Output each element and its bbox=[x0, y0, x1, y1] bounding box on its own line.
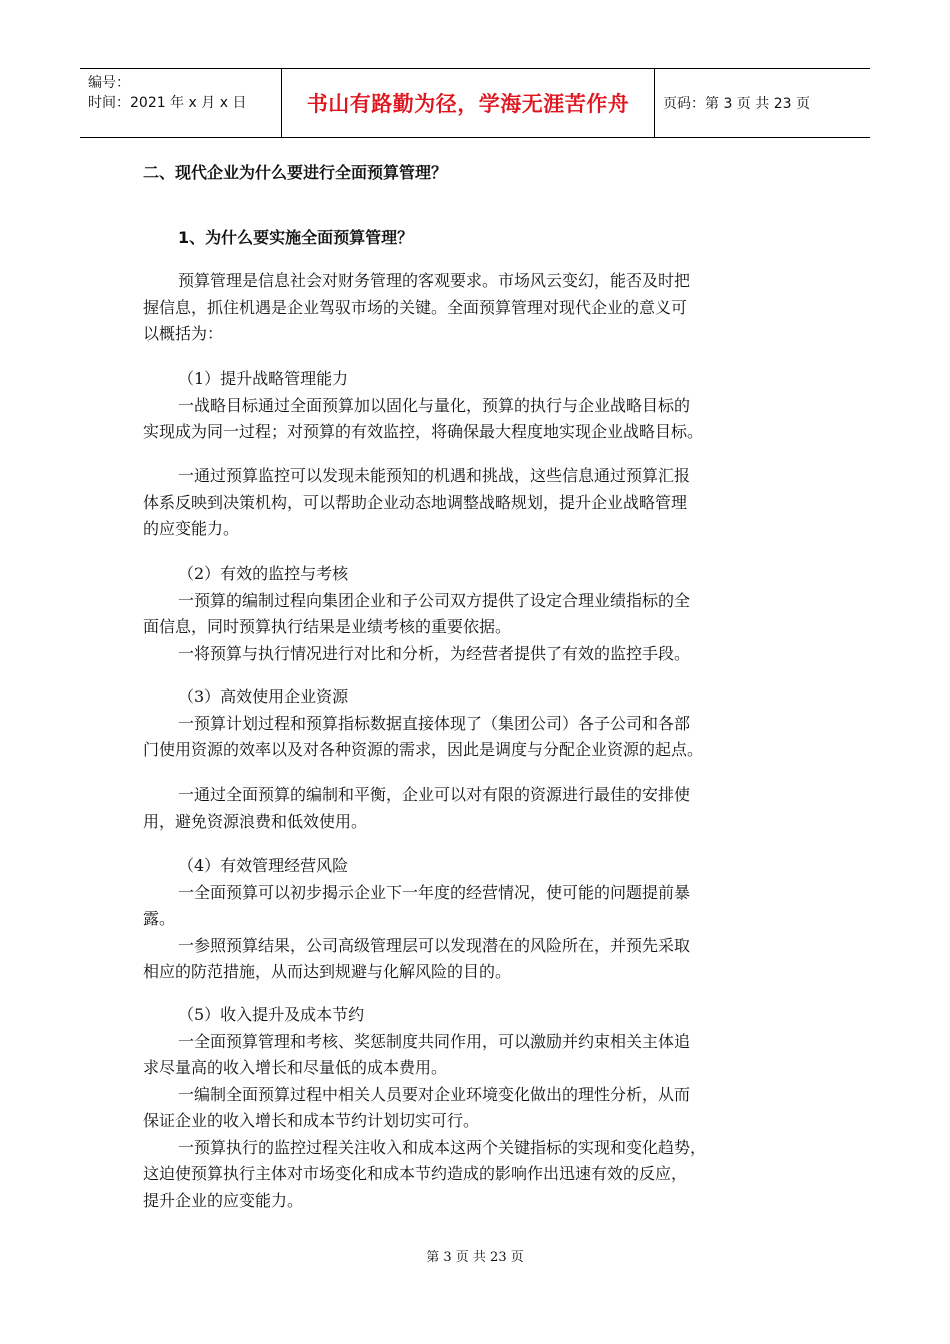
header-page-info: 页码：第 3 页 共 23 页 bbox=[663, 96, 810, 112]
intro-line: 预算管理是信息社会对财务管理的客观要求。市场风云变幻，能否及时把 bbox=[178, 271, 691, 290]
item1-title: （1）提升战略管理能力 bbox=[178, 369, 349, 388]
item1-line: 实现成为同一过程；对预算的有效监控，将确保最大程度地实现企业战略目标。 bbox=[143, 422, 704, 441]
item1-line: 的应变能力。 bbox=[143, 519, 240, 538]
item4-line: 一参照预算结果，公司高级管理层可以发现潜在的风险所在，并预先采取 bbox=[178, 935, 691, 955]
item3-block bbox=[143, 684, 703, 764]
subsection-title: 1、为什么要实施全面预算管理？ bbox=[178, 228, 414, 247]
item5-line: 保证企业的收入增长和成本节约计划切实可行。 bbox=[143, 1111, 480, 1130]
header-meta bbox=[80, 69, 282, 137]
page-header bbox=[80, 68, 870, 138]
item3-title: （3）高效使用企业资源 bbox=[178, 687, 349, 706]
item2-line: 一将预算与执行情况进行对比和分析，为经营者提供了有效的监控手段。 bbox=[178, 643, 691, 663]
item1-line: 体系反映到决策机构，可以帮助企业动态地调整战略规划，提升企业战略管理 bbox=[143, 492, 688, 512]
item4-line: 一全面预算可以初步揭示企业下一年度的经营情况，使可能的问题提前暴 bbox=[178, 882, 691, 902]
item3-line: 用，避免资源浪费和低效使用。 bbox=[143, 811, 368, 831]
item1-line: 一战略目标通过全面预算加以固化与量化，预算的执行与企业战略目标的 bbox=[178, 395, 691, 415]
item5-line: 一编制全面预算过程中相关人员要对企业环境变化做出的理性分析，从而 bbox=[178, 1084, 691, 1104]
item5-title: （5）收入提升及成本节约 bbox=[178, 1005, 365, 1024]
intro-line: 握信息，抓住机遇是企业驾驭市场的关键。全面预算管理对现代企业的意义可 bbox=[143, 297, 688, 317]
item5-line: 一全面预算管理和考核、奖惩制度共同作用，可以激励并约束相关主体追 bbox=[178, 1031, 691, 1051]
item5-line: 这迫使预算执行主体对市场变化和成本节约造成的影响作出迅速有效的反应， bbox=[143, 1164, 688, 1183]
intro-paragraph bbox=[143, 268, 690, 348]
item4-title: （4）有效管理经营风险 bbox=[178, 856, 349, 875]
item4-block bbox=[143, 853, 690, 986]
header-motto: 书山有路勤为径，学海无涯苦作舟 bbox=[282, 69, 655, 137]
item1-line: 一通过预算监控可以发现未能预知的机遇和挑战，这些信息通过预算汇报 bbox=[178, 466, 691, 485]
item1-paragraph2 bbox=[143, 463, 690, 543]
item2-line: 一预算的编制过程向集团企业和子公司双方提供了设定合理业绩指标的全 bbox=[178, 590, 691, 610]
page-footer: 第 3 页 共 23 页 bbox=[426, 1250, 524, 1265]
item5-block bbox=[143, 1002, 706, 1214]
item5-line: 一预算执行的监控过程关注收入和成本这两个关键指标的实现和变化趋势， bbox=[178, 1137, 707, 1157]
item3-paragraph2 bbox=[143, 782, 690, 835]
item5-line: 求尽量高的收入增长和尽量低的成本费用。 bbox=[143, 1058, 448, 1077]
item2-block bbox=[143, 561, 690, 667]
document-time-label: 时间：2021 年 x 月 x 日 bbox=[88, 95, 247, 111]
item1-block bbox=[143, 366, 703, 446]
item3-line: 一预算计划过程和预算指标数据直接体现了（集团公司）各子公司和各部 bbox=[178, 713, 691, 733]
item5-line: 提升企业的应变能力。 bbox=[143, 1190, 304, 1210]
item4-line: 露。 bbox=[143, 909, 176, 928]
item3-line: 一通过全面预算的编制和平衡，企业可以对有限的资源进行最佳的安排使 bbox=[178, 785, 691, 804]
document-number-label: 编号： bbox=[88, 75, 130, 91]
item2-title: （2）有效的监控与考核 bbox=[178, 564, 349, 583]
section-title: 二、现代企业为什么要进行全面预算管理？ bbox=[143, 163, 448, 182]
item2-line: 面信息，同时预算执行结果是业绩考核的重要依据。 bbox=[143, 617, 512, 636]
intro-line: 以概括为： bbox=[143, 324, 224, 343]
item3-line: 门使用资源的效率以及对各种资源的需求，因此是调度与分配企业资源的起点。 bbox=[143, 740, 704, 759]
item4-line: 相应的防范措施，从而达到规避与化解风险的目的。 bbox=[143, 962, 512, 981]
